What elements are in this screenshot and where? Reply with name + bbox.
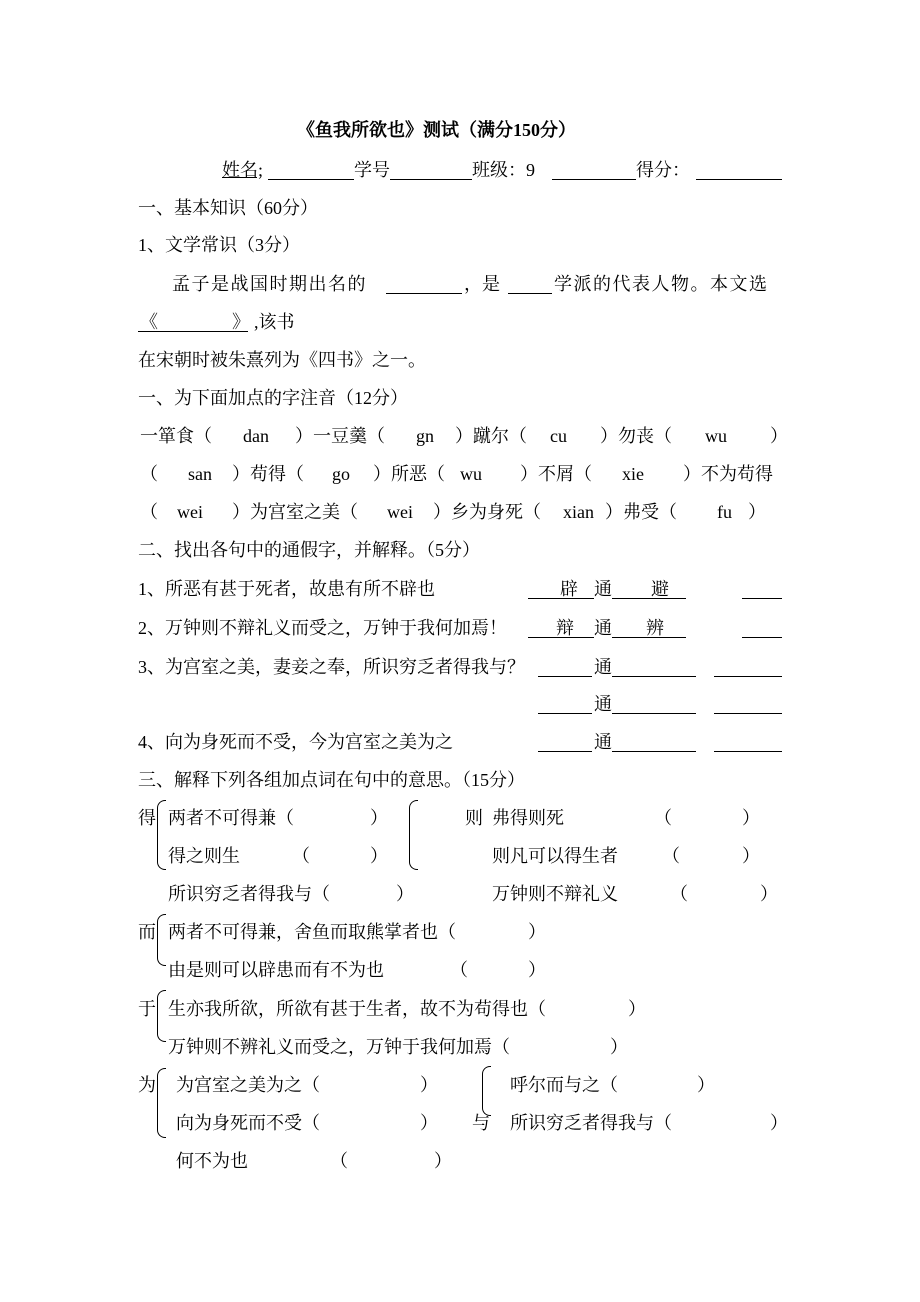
paren: （ — [662, 846, 680, 866]
paren: ） — [742, 808, 760, 828]
word: ）所恶（ — [373, 464, 445, 484]
answer-text: 辨 — [646, 618, 664, 638]
score-label: 得分： — [636, 160, 690, 180]
answer-blank[interactable] — [538, 731, 592, 752]
answer-blank[interactable] — [386, 273, 462, 294]
answer-blank[interactable] — [538, 693, 592, 714]
question-item: 1、所恶有甚于死者，故患有所不辟也 — [138, 579, 435, 599]
key-word: 则 — [465, 808, 483, 828]
brace-icon — [409, 800, 418, 870]
paren: ） — [610, 1037, 628, 1057]
brace-icon — [157, 914, 166, 966]
paren: （ — [450, 960, 468, 980]
question-item: 3、为宫室之美，妻妾之奉，所识穷乏者得我与？ — [138, 657, 525, 677]
key-word: 为 — [138, 1075, 156, 1095]
answer-blank[interactable] — [612, 578, 686, 599]
paren: ） — [628, 999, 646, 1019]
answer-blank[interactable] — [714, 693, 782, 714]
sentence: 则凡可以得生者 — [492, 846, 618, 866]
question-text: 《 — [140, 312, 158, 332]
answer-blank[interactable] — [742, 617, 782, 638]
sentence: 何不为也 — [176, 1151, 248, 1171]
key-word: 与 — [472, 1113, 490, 1133]
word: ）乡为身死（ — [433, 502, 541, 522]
word: ）蹴尔（ — [455, 426, 527, 446]
brace-icon — [157, 800, 166, 870]
id-field[interactable] — [390, 159, 472, 180]
class-label: 班级：9 — [472, 160, 535, 180]
answer-blank[interactable] — [714, 656, 782, 677]
sentence: 生亦我所欲，所欲有甚于生者，故不为苟得也（ — [168, 999, 546, 1019]
section-heading: 一、基本知识（60分） — [138, 198, 318, 218]
pinyin-answer: xian — [563, 502, 594, 522]
pinyin-answer: gn — [416, 426, 434, 446]
answer-blank[interactable] — [538, 656, 592, 677]
word: ）一豆羹（ — [295, 426, 385, 446]
brace-icon — [157, 990, 166, 1042]
pinyin-answer: dan — [243, 426, 269, 446]
question-text: 在宋朝时被朱熹列为《四书》之一。 — [138, 350, 426, 370]
tong-label: 通 — [594, 694, 612, 714]
sentence: 弗得则死 — [492, 808, 564, 828]
question-heading: 二、找出各句中的通假字，并解释。（5分） — [138, 540, 480, 560]
answer-blank[interactable] — [612, 656, 696, 677]
word: （ — [140, 464, 158, 484]
word: ）弗受（ — [605, 502, 677, 522]
sentence: 由是则可以辟患而有不为也 — [168, 960, 384, 980]
id-label: 学号 — [354, 160, 390, 180]
sentence: 两者不可得兼，舍鱼而取熊掌者也（ — [168, 922, 456, 942]
pinyin-answer: wei — [387, 502, 413, 522]
sentence: 呼尔而与之（ — [510, 1075, 618, 1095]
sentence: 所识穷乏者得我与（ — [510, 1113, 672, 1133]
pinyin-answer: san — [188, 464, 212, 484]
page-title: 《鱼我所欲也》测试（满分150分） — [297, 120, 576, 140]
tong-label: 通 — [594, 618, 612, 638]
answer-blank[interactable] — [612, 693, 696, 714]
paren: ） — [697, 1075, 715, 1095]
answer-text: 辟 — [560, 579, 578, 599]
paren: ） — [420, 1075, 438, 1095]
paren: （ — [654, 808, 672, 828]
paren: ） — [434, 1151, 452, 1171]
paren: （ — [670, 884, 688, 904]
paren: ） — [370, 808, 388, 828]
question-text: 》 — [232, 312, 250, 332]
key-word: 而 — [138, 922, 156, 942]
paren: ） — [742, 846, 760, 866]
word: （ — [140, 502, 158, 522]
pinyin-answer: xie — [622, 464, 644, 484]
word: 一箪食（ — [140, 426, 212, 446]
word: ）不为苟得 — [683, 464, 773, 484]
word: ）不屑（ — [520, 464, 592, 484]
paren: ） — [396, 884, 414, 904]
answer-text: 辩 — [556, 618, 574, 638]
sentence: 所识穷乏者得我与（ — [168, 884, 330, 904]
word: ）勿丧（ — [600, 426, 672, 446]
question-heading: 1、文学常识（3分） — [138, 235, 300, 255]
answer-blank[interactable] — [742, 578, 782, 599]
paren: ） — [760, 884, 778, 904]
sentence: 万钟则不辨礼义而受之，万钟于我何加焉（ — [168, 1037, 510, 1057]
name-field[interactable] — [268, 159, 354, 180]
answer-text: 避 — [651, 579, 669, 599]
paren: （ — [292, 846, 310, 866]
paren: ） — [370, 846, 388, 866]
answer-blank[interactable] — [508, 273, 552, 294]
tong-label: 通 — [594, 732, 612, 752]
sentence: 两者不可得兼（ — [168, 808, 294, 828]
question-heading: 一、为下面加点的字注音（12分） — [138, 388, 408, 408]
brace-icon — [157, 1068, 166, 1138]
sentence: 万钟则不辩礼义 — [492, 884, 618, 904]
question-text: 学派的代表人物。本文选 — [554, 274, 769, 294]
name-label: 姓名; — [222, 160, 264, 180]
pinyin-answer: wu — [705, 426, 727, 446]
question-item: 2、万钟则不辩礼义而受之，万钟于我何加焉！ — [138, 618, 507, 638]
paren: ） — [770, 1113, 788, 1133]
tong-label: 通 — [594, 579, 612, 599]
word: ） — [748, 502, 766, 522]
sentence: 得之则生 — [168, 846, 240, 866]
key-word: 得 — [138, 808, 156, 828]
sentence: 为宫室之美为之（ — [176, 1075, 320, 1095]
paren: ） — [528, 960, 546, 980]
pinyin-answer: go — [332, 464, 350, 484]
word: ）苟得（ — [232, 464, 304, 484]
word: ）为宫室之美（ — [232, 502, 358, 522]
key-word: 于 — [138, 999, 156, 1019]
paren: （ — [330, 1151, 348, 1171]
pinyin-answer: wei — [177, 502, 203, 522]
question-text: ，是 — [464, 274, 500, 294]
answer-blank[interactable] — [714, 731, 782, 752]
pinyin-answer: cu — [550, 426, 567, 446]
pinyin-answer: wu — [460, 464, 482, 484]
question-text: ,该书 — [254, 312, 295, 332]
sentence: 向为身死而不受（ — [176, 1113, 320, 1133]
tong-label: 通 — [594, 657, 612, 677]
class-field[interactable] — [552, 159, 636, 180]
question-item: 4、向为身死而不受，今为宫室之美为之 — [138, 732, 453, 752]
brace-icon — [482, 1066, 491, 1116]
word: ） — [770, 426, 788, 446]
score-field[interactable] — [696, 159, 782, 180]
question-text: 孟子是战国时期出名的 — [172, 274, 367, 294]
question-heading: 三、解释下列各组加点词在句中的意思。（15分） — [138, 770, 525, 790]
pinyin-answer: fu — [717, 502, 732, 522]
answer-blank[interactable] — [612, 731, 696, 752]
paren: ） — [528, 922, 546, 942]
paren: ） — [420, 1113, 438, 1133]
